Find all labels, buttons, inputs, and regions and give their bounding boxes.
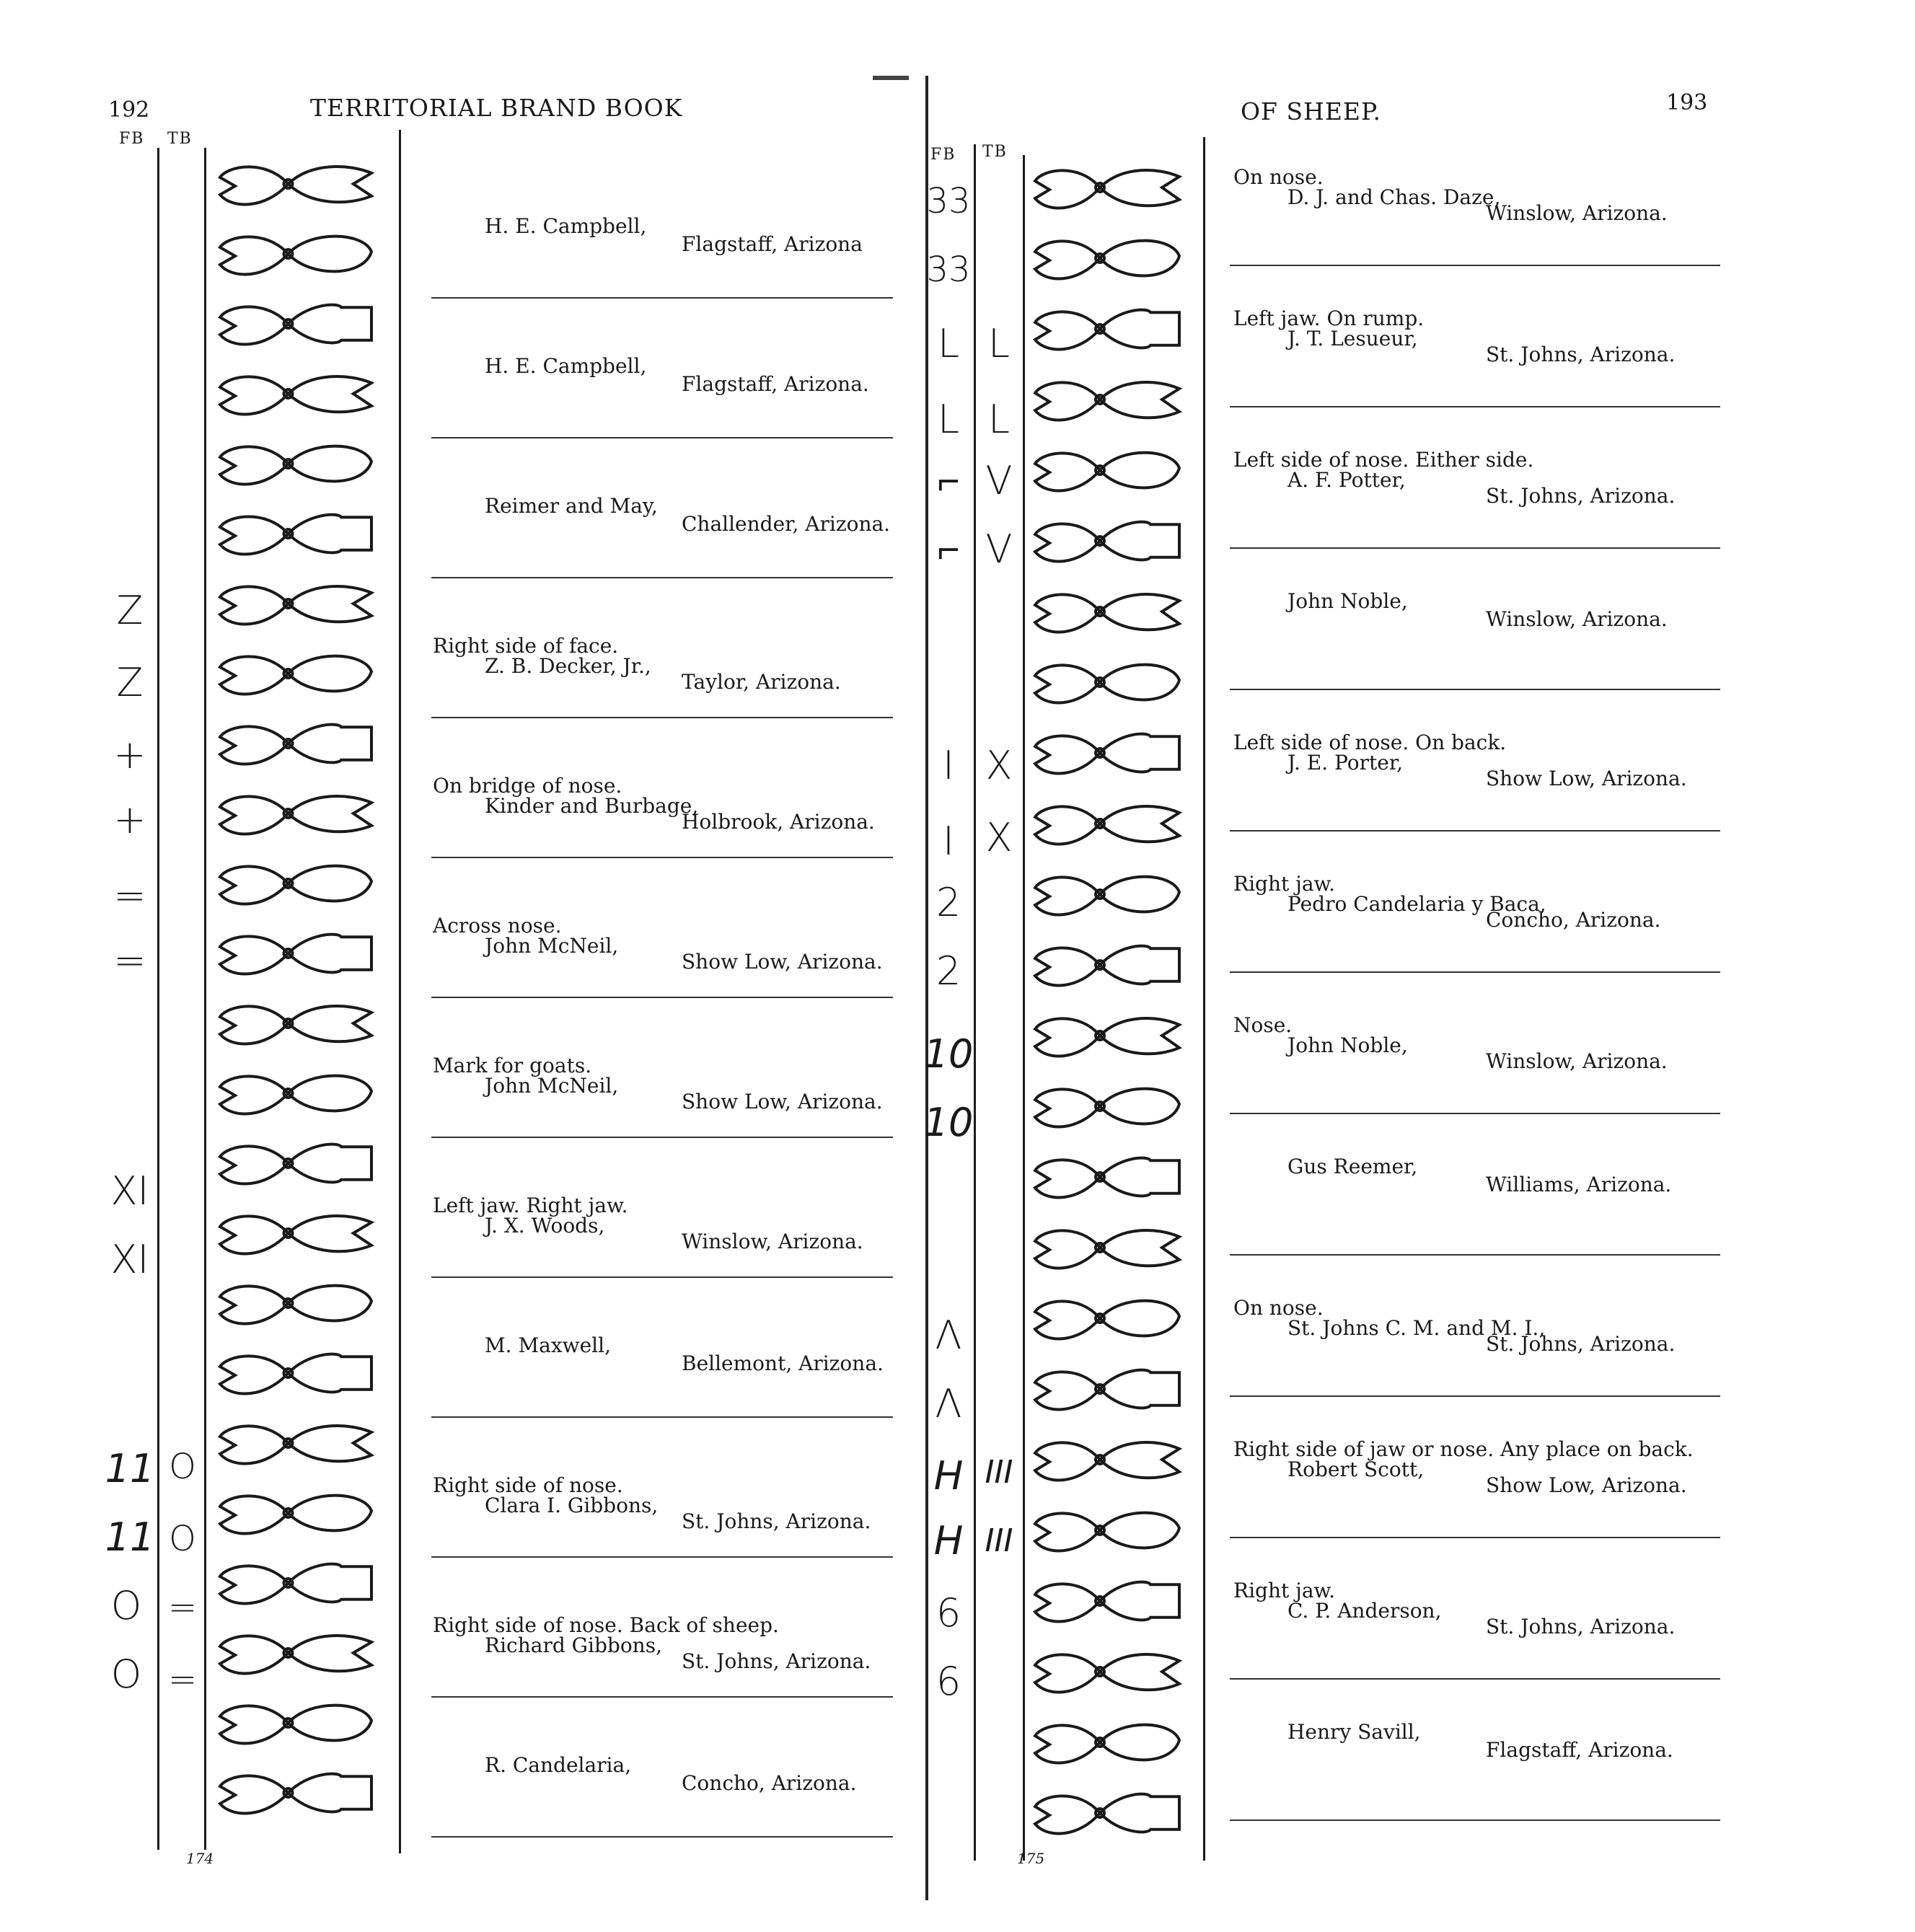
fb-mark: 11 <box>105 1446 155 1491</box>
fb-mark: Λ <box>935 1381 962 1426</box>
entry-owner-name: Kinder and Burbage, <box>485 794 699 818</box>
page-title-right: OF SHEEP. <box>1241 97 1382 125</box>
tb-mark: III <box>985 1454 1013 1491</box>
entry-separator <box>1230 971 1720 973</box>
page-number-right: 193 <box>1666 90 1708 115</box>
tb-mark: V <box>985 526 1013 572</box>
entry-town: St. Johns, Arizona. <box>1486 1615 1676 1638</box>
tb-mark: O <box>169 1519 196 1559</box>
entry-town: Winslow, Arizona. <box>1486 201 1668 225</box>
entry-separator <box>1230 1254 1720 1256</box>
entry-separator <box>1230 406 1720 407</box>
ear-mark-icon <box>1035 170 1179 208</box>
tb-mark: X <box>985 815 1013 860</box>
entry-owner-name: J. X. Woods, <box>485 1214 605 1238</box>
entry-separator <box>1230 830 1720 832</box>
entry-separator <box>1230 265 1720 266</box>
entry-location: On nose. <box>1233 165 1324 189</box>
ear-mark-icon <box>1035 1158 1179 1198</box>
entry-separator <box>1230 689 1720 690</box>
entry-location: Right jaw. <box>1233 1579 1336 1602</box>
fb-mark: L <box>937 321 960 366</box>
entry-town: Challender, Arizona. <box>682 512 891 536</box>
entry-town: Show Low, Arizona. <box>1486 1473 1687 1497</box>
entry-owner-name: Pedro Candelaria y Baca, <box>1287 892 1546 916</box>
entry-separator <box>431 1696 893 1698</box>
ear-mark-icon <box>1035 1513 1179 1551</box>
fb-mark: 33 <box>926 250 971 290</box>
ear-mark-icon <box>1035 594 1179 632</box>
entry-separator <box>1230 1819 1720 1821</box>
ear-mark-brand-column <box>209 144 397 1861</box>
entry-town: St. Johns, Arizona. <box>1486 1332 1676 1356</box>
ear-mark-icon <box>220 935 371 974</box>
ear-mark-icon <box>1035 453 1179 491</box>
tb-mark: = <box>167 1659 198 1700</box>
ear-mark-icon <box>220 1706 371 1744</box>
col-tb-header-right: TB <box>982 143 1008 161</box>
entry-town: Show Low, Arizona. <box>1486 767 1687 790</box>
entry-town: Holbrook, Arizona. <box>682 810 875 834</box>
ear-mark-icon <box>220 305 371 345</box>
ear-mark-icon <box>220 796 371 834</box>
ear-mark-icon <box>1035 522 1179 562</box>
ear-mark-icon <box>220 866 371 904</box>
entry-town: Show Low, Arizona. <box>682 1090 883 1113</box>
footer-number-right: 175 <box>1017 1850 1045 1867</box>
entry-separator <box>431 577 893 578</box>
ear-mark-icon <box>1035 1301 1179 1339</box>
fb-mark: 6 <box>936 1590 961 1636</box>
entry-town: Winslow, Arizona. <box>1486 1049 1668 1073</box>
entry-town: St. Johns, Arizona. <box>1486 484 1676 508</box>
fb-mark: 10 <box>923 1100 974 1145</box>
fb-mark: O <box>110 1651 142 1697</box>
entry-owner-name: Robert Scott, <box>1287 1457 1425 1481</box>
ear-mark-icon <box>220 1564 371 1604</box>
fb-mark: Λ <box>935 1313 962 1358</box>
entry-town: St. Johns, Arizona. <box>1486 343 1676 366</box>
tb-mark: O <box>169 1447 196 1487</box>
ear-mark-icon <box>220 1006 371 1044</box>
tb-mark: = <box>167 1587 198 1628</box>
ear-mark-icon <box>220 1496 371 1534</box>
fb-mark: XI <box>110 1237 149 1282</box>
tb-mark: L <box>987 321 1011 366</box>
fb-mark: L <box>937 397 960 442</box>
entry-location: Across nose. <box>433 914 562 938</box>
entry-location: Right side of face. <box>433 634 619 658</box>
footer-number-left: 174 <box>186 1850 214 1867</box>
ear-mark-icon <box>220 1426 371 1464</box>
ear-mark-icon <box>1035 734 1179 774</box>
entry-separator <box>431 1137 893 1138</box>
entry-owner-name: Gus Reemer, <box>1287 1155 1418 1178</box>
ear-mark-icon <box>220 1354 371 1394</box>
ear-mark-icon <box>1035 1089 1179 1127</box>
col-tb-header-left: TB <box>167 130 193 148</box>
entry-owner-name: J. E. Porter, <box>1287 751 1404 775</box>
entry-separator <box>431 1416 893 1418</box>
ear-mark-icon <box>220 237 371 275</box>
entry-town: Bellemont, Arizona. <box>682 1351 884 1375</box>
entry-separator <box>431 857 893 858</box>
tb-mark: III <box>985 1522 1013 1559</box>
ear-mark-icon <box>220 1144 371 1184</box>
fb-mark: ⌐ <box>937 526 960 572</box>
fb-mark: 10 <box>923 1031 974 1077</box>
entry-owner-name: John Noble, <box>1287 589 1408 613</box>
entry-town: St. Johns, Arizona. <box>682 1509 871 1533</box>
entry-separator <box>431 437 893 438</box>
fb-mark: 11 <box>105 1514 155 1560</box>
entry-town: Flagstaff, Arizona. <box>682 372 869 396</box>
entry-town: Winslow, Arizona. <box>682 1230 863 1253</box>
page-number-left: 192 <box>108 97 150 123</box>
entry-location: Right side of nose. <box>433 1473 623 1497</box>
fb-mark: I <box>943 743 954 788</box>
fb-mark: I <box>943 819 954 864</box>
ear-mark-icon <box>1035 241 1179 279</box>
entry-separator <box>1230 1678 1720 1680</box>
ear-mark-icon <box>220 167 371 205</box>
fb-mark: Z <box>116 588 144 633</box>
entry-owner-name: A. F. Potter, <box>1287 468 1406 492</box>
entry-owner-name: H. E. Campbell, <box>485 214 647 238</box>
entry-owner-name: C. P. Anderson, <box>1287 1599 1442 1623</box>
ear-mark-icon <box>1035 1442 1179 1481</box>
entry-separator <box>1230 547 1720 549</box>
fb-mark: = <box>113 938 146 983</box>
entry-location: Right jaw. <box>1233 872 1336 896</box>
entry-owner-name: J. T. Lesueur, <box>1287 327 1418 350</box>
rule-brand-right <box>1203 137 1205 1861</box>
ear-mark-icon <box>1035 1370 1179 1410</box>
entry-separator <box>431 1836 893 1838</box>
entry-separator <box>431 717 893 718</box>
ear-mark-icon <box>1035 946 1179 986</box>
tb-mark: X <box>985 743 1013 788</box>
entry-owner-name: R. Candelaria, <box>485 1753 632 1777</box>
fb-mark: 2 <box>936 880 961 925</box>
fb-mark: + <box>113 732 146 777</box>
fb-mark: O <box>110 1583 142 1628</box>
ear-mark-icon <box>220 656 371 694</box>
tb-mark: V <box>985 458 1013 503</box>
ear-mark-icon <box>1035 1582 1179 1622</box>
entry-location: Right side of jaw or nose. Any place on back. <box>1233 1437 1694 1461</box>
ear-mark-icon <box>1035 665 1179 703</box>
fb-mark: ⌐ <box>937 458 960 503</box>
entry-location: Mark for goats. <box>433 1054 592 1077</box>
ear-mark-icon <box>220 515 371 555</box>
fb-mark: XI <box>110 1168 149 1214</box>
ear-mark-icon <box>220 376 371 415</box>
ear-mark-icon <box>1035 310 1179 350</box>
entry-owner-name: Reimer and May, <box>485 494 658 518</box>
ear-mark-icon <box>220 1774 371 1814</box>
tb-mark: L <box>987 397 1011 442</box>
col-fb-header-right: FB <box>930 146 956 164</box>
ear-mark-icon <box>220 1286 371 1324</box>
entry-separator <box>431 1556 893 1558</box>
entry-location: Left jaw. On rump. <box>1233 306 1425 330</box>
gutter-top-mark <box>873 76 909 80</box>
ear-mark-icon <box>1035 382 1179 420</box>
entry-owner-name: D. J. and Chas. Daze, <box>1287 185 1501 209</box>
ear-mark-icon <box>1035 877 1179 915</box>
entry-owner-name: St. Johns C. M. and M. I., <box>1287 1316 1546 1340</box>
fb-mark: = <box>113 873 146 918</box>
fb-mark: 33 <box>926 181 971 221</box>
entry-location: On bridge of nose. <box>433 774 622 798</box>
entry-town: Concho, Arizona. <box>682 1771 857 1795</box>
entry-owner-name: Henry Savill, <box>1287 1720 1421 1744</box>
entry-town: Winslow, Arizona. <box>1486 607 1668 631</box>
entry-location: Left jaw. Right jaw. <box>433 1194 628 1217</box>
ear-mark-icon <box>220 586 371 625</box>
ear-mark-icon <box>1035 1230 1179 1269</box>
entry-town: St. Johns, Arizona. <box>682 1649 871 1673</box>
page-title-left: TERRITORIAL BRAND BOOK <box>310 94 683 122</box>
fb-mark: H <box>933 1453 964 1499</box>
fb-mark: Z <box>116 660 144 705</box>
ear-mark-icon <box>1035 806 1179 844</box>
entry-owner-name: Clara I. Gibbons, <box>485 1494 659 1517</box>
entry-owner-name: H. E. Campbell, <box>485 354 647 378</box>
entry-location: Left side of nose. On back. <box>1233 731 1507 754</box>
entry-town: Flagstaff, Arizona <box>682 232 863 256</box>
fb-mark: + <box>113 797 146 842</box>
ear-mark-icon <box>220 1636 371 1674</box>
entry-town: Show Low, Arizona. <box>682 950 883 974</box>
fb-mark: 6 <box>936 1659 961 1704</box>
entry-separator <box>431 297 893 299</box>
entry-owner-name: M. Maxwell, <box>485 1333 611 1357</box>
entry-owner-name: John McNeil, <box>485 934 619 958</box>
fb-mark: H <box>933 1518 964 1563</box>
entry-location: Nose. <box>1233 1013 1293 1037</box>
ear-mark-icon <box>1035 1018 1179 1057</box>
entry-location: On nose. <box>1233 1296 1324 1320</box>
rule-brand-left <box>399 130 401 1853</box>
ear-mark-icon <box>1035 1725 1179 1763</box>
entry-separator <box>431 1276 893 1278</box>
ear-mark-icon <box>220 1076 371 1114</box>
ear-mark-icon <box>220 725 371 764</box>
entry-owner-name: Z. B. Decker, Jr., <box>485 654 651 678</box>
ear-mark-icon <box>220 446 371 485</box>
entry-owner-name: John McNeil, <box>485 1074 619 1098</box>
entry-location: Left side of nose. Either side. <box>1233 448 1534 472</box>
fb-mark: 2 <box>936 948 961 994</box>
entry-owner-name: Richard Gibbons, <box>485 1633 662 1657</box>
entry-separator <box>1230 1113 1720 1114</box>
entry-town: Concho, Arizona. <box>1486 908 1661 932</box>
ear-mark-brand-column <box>1024 144 1201 1861</box>
ear-mark-icon <box>1035 1654 1179 1693</box>
entry-separator <box>1230 1395 1720 1397</box>
col-fb-header-left: FB <box>119 130 145 148</box>
entry-town: Flagstaff, Arizona. <box>1486 1738 1673 1762</box>
entry-location: Right side of nose. Back of sheep. <box>433 1613 779 1637</box>
entry-owner-name: John Noble, <box>1287 1033 1408 1057</box>
entry-town: Taylor, Arizona. <box>682 670 841 694</box>
ear-mark-icon <box>1035 1794 1179 1834</box>
ear-mark-icon <box>220 1216 371 1254</box>
entry-separator <box>431 997 893 998</box>
entry-town: Williams, Arizona. <box>1486 1173 1672 1196</box>
entry-separator <box>1230 1537 1720 1538</box>
